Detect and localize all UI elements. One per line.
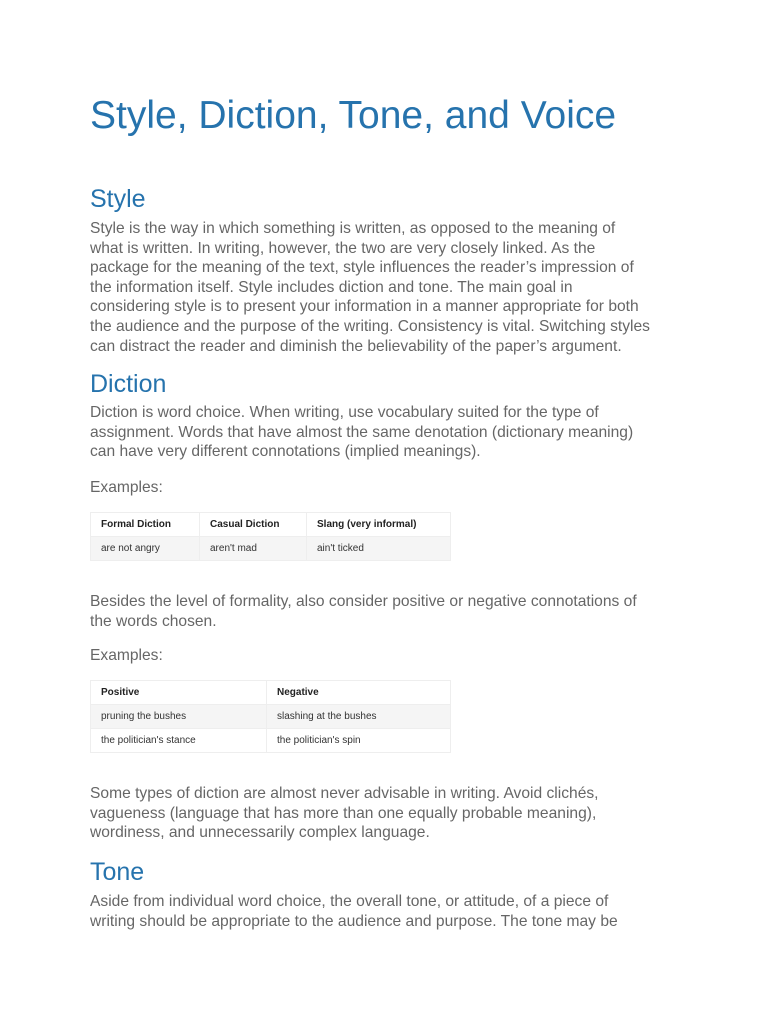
table-cell: are not angry bbox=[91, 537, 200, 561]
table-cell: the politician's stance bbox=[91, 729, 267, 753]
connotation-table bbox=[90, 680, 451, 753]
text-line: wordiness, and unnecessarily complex language. bbox=[90, 824, 430, 842]
text-line: what is written. In writing, however, the two are very closely linked. As the bbox=[90, 239, 596, 257]
style-paragraph bbox=[90, 219, 690, 356]
text-line: can distract the reader and diminish the believability of the paper’s argument. bbox=[90, 337, 622, 355]
page-title: Style, Diction, Tone, and Voice bbox=[90, 94, 617, 137]
text-line: considering style is to present your information in a manner appropriate for both bbox=[90, 298, 639, 316]
table-cell: ain't ticked bbox=[307, 537, 451, 561]
text-line: package for the meaning of the text, style influences the reader’s impression of bbox=[90, 259, 634, 277]
table-header-cell: Slang (very informal) bbox=[307, 513, 451, 537]
text-line: assignment. Words that have almost the same denotation (dictionary meaning) bbox=[90, 423, 634, 441]
text-line: the information itself. Style includes diction and tone. The main goal in bbox=[90, 278, 573, 296]
text-line: writing should be appropriate to the audience and purpose. The tone may be bbox=[90, 912, 618, 930]
table-row bbox=[91, 705, 451, 729]
text-line: vagueness (language that has more than one equally probable meaning), bbox=[90, 804, 597, 822]
table-header-cell: Formal Diction bbox=[91, 513, 200, 537]
connotation-paragraph bbox=[90, 592, 690, 631]
text-line: can have very different connotations (implied meanings). bbox=[90, 443, 481, 461]
diction-heading: Diction bbox=[90, 370, 167, 398]
examples-label: Examples: bbox=[90, 647, 163, 664]
avoid-paragraph bbox=[90, 784, 690, 843]
examples-label: Examples: bbox=[90, 479, 163, 496]
style-heading: Style bbox=[90, 185, 146, 213]
text-line: Besides the level of formality, also consider positive or negative connotations of bbox=[90, 593, 637, 610]
tone-paragraph bbox=[90, 892, 690, 931]
tone-heading: Tone bbox=[90, 858, 145, 886]
text-line: Aside from individual word choice, the overall tone, or attitude, of a piece of bbox=[90, 893, 609, 910]
table-header-cell: Negative bbox=[267, 681, 451, 705]
table-row bbox=[91, 729, 451, 753]
text-line: the words chosen. bbox=[90, 612, 217, 630]
table-header-row bbox=[91, 681, 451, 705]
table-row bbox=[91, 537, 451, 561]
table-header-row bbox=[91, 513, 451, 537]
text-line: the audience and the purpose of the writing. Consistency is vital. Switching styles bbox=[90, 317, 650, 335]
table-cell: pruning the bushes bbox=[91, 705, 267, 729]
text-line: Style is the way in which something is written, as opposed to the meaning of bbox=[90, 220, 616, 237]
diction-paragraph bbox=[90, 403, 690, 462]
table-cell: slashing at the bushes bbox=[267, 705, 451, 729]
table-cell: aren't mad bbox=[200, 537, 307, 561]
text-line: Diction is word choice. When writing, use vocabulary suited for the type of bbox=[90, 404, 599, 421]
text-line: Some types of diction are almost never advisable in writing. Avoid clichés, bbox=[90, 785, 599, 802]
table-header-cell: Casual Diction bbox=[200, 513, 307, 537]
formality-table bbox=[90, 512, 451, 561]
table-cell: the politician's spin bbox=[267, 729, 451, 753]
table-header-cell: Positive bbox=[91, 681, 267, 705]
